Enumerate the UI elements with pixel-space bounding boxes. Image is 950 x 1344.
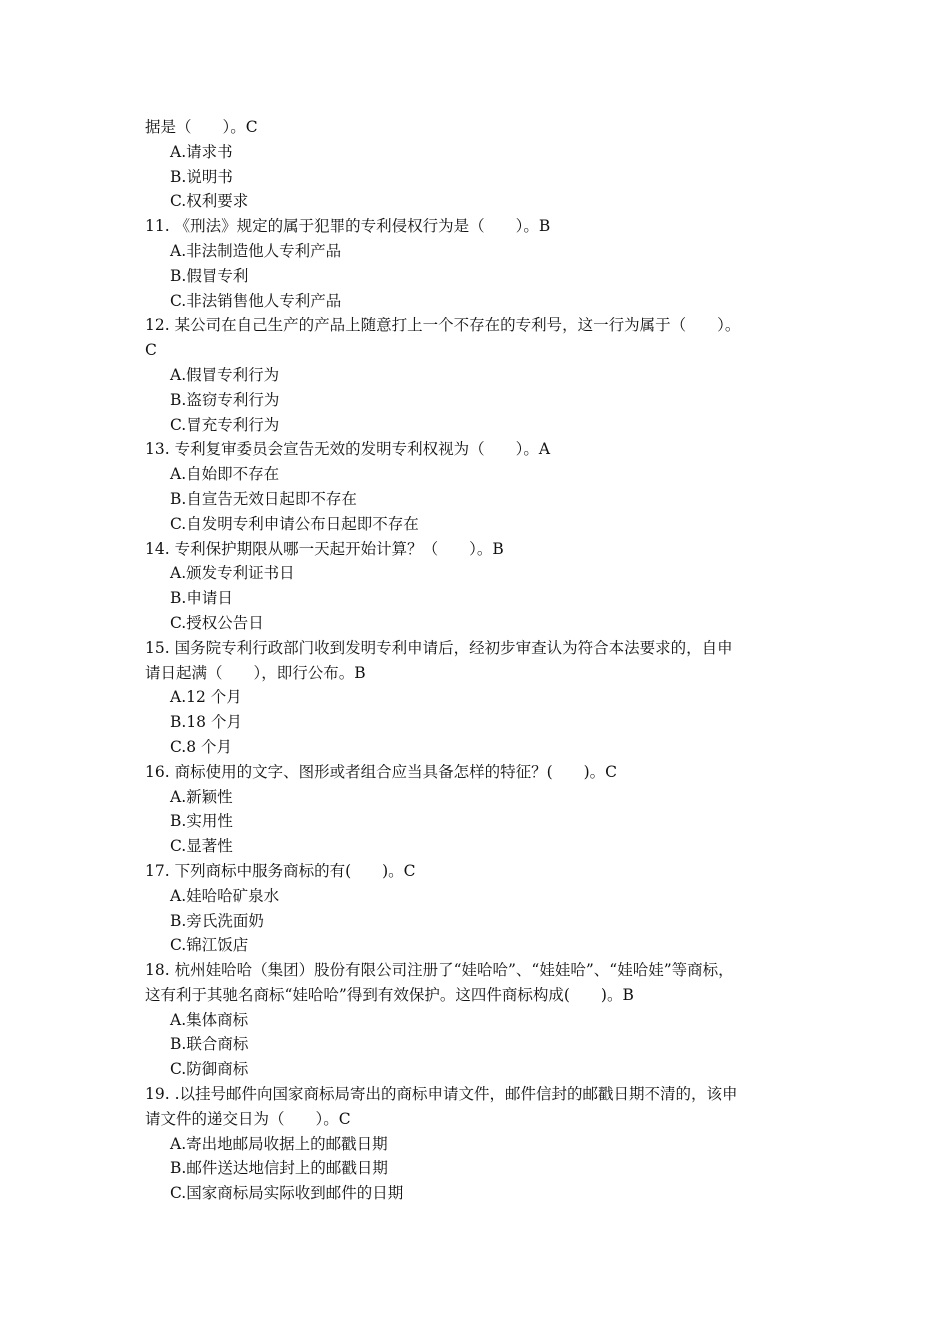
option-c: C.自发明专利申请公布日起即不存在 — [170, 514, 419, 533]
option-a: A.自始即不存在 — [170, 465, 280, 484]
option-a: A.非法制造他人专利产品 — [170, 241, 342, 260]
option-c: C.冒充专利行为 — [170, 415, 280, 434]
option-c: C.防御商标 — [170, 1060, 249, 1079]
option-c: C.8 个月 — [170, 737, 233, 756]
question-13: 13. 专利复审委员会宣告无效的发明专利权视为（ ）。A — [145, 440, 551, 459]
question-12: 12. 某公司在自己生产的产品上随意打上一个不存在的专利号，这一行为属于（ ）。 — [145, 316, 741, 335]
option-a: A.请求书 — [170, 142, 233, 161]
question-list — [145, 115, 810, 1206]
option-b: B.假冒专利 — [170, 266, 249, 285]
question-15: 15. 国务院专利行政部门收到发明专利申请后，经初步审查认为符合本法要求的，自申 — [145, 638, 733, 657]
option-c: C.锦江饭店 — [170, 936, 249, 955]
option-b: B.18 个月 — [170, 713, 242, 732]
option-a: A.颁发专利证书日 — [170, 564, 295, 583]
option-b: B.邮件送达地信封上的邮戳日期 — [170, 1159, 388, 1178]
option-b: B.联合商标 — [170, 1035, 249, 1054]
option-a: A.假冒专利行为 — [170, 365, 280, 384]
option-b: B.旁氏洗面奶 — [170, 911, 264, 930]
question-16: 16. 商标使用的文字、图形或者组合应当具备怎样的特征？( )。C — [145, 762, 618, 781]
option-c: C.权利要求 — [170, 192, 249, 211]
option-c: C.授权公告日 — [170, 613, 264, 632]
question-17: 17. 下列商标中服务商标的有( )。C — [145, 861, 416, 880]
option-a: A.集体商标 — [170, 1010, 249, 1029]
option-a: A.寄出地邮局收据上的邮戳日期 — [170, 1134, 388, 1153]
question-11: 11. 《刑法》规定的属于犯罪的专利侵权行为是（ ）。B — [145, 217, 551, 236]
option-b: B.实用性 — [170, 812, 233, 831]
question-15-continuation: 请日起满（ ），即行公布。B — [145, 663, 366, 682]
question-14: 14. 专利保护期限从哪一天起开始计算？（ ）。B — [145, 539, 504, 558]
question-continuation: 据是（ ）。C — [145, 118, 258, 136]
option-b: B.说明书 — [170, 167, 233, 186]
question-19: 19. .以挂号邮件向国家商标局寄出的商标申请文件，邮件信封的邮戳日期不清的，该申 — [145, 1085, 738, 1104]
question-19-continuation: 请文件的递交日为（ ）。C — [145, 1109, 351, 1128]
question-12-answer: C — [145, 341, 157, 360]
option-a: A.新颖性 — [170, 787, 233, 806]
question-18-continuation: 这有利于其驰名商标“娃哈哈”得到有效保护。这四件商标构成( )。B — [145, 985, 634, 1004]
option-b: B.申请日 — [170, 589, 233, 608]
option-b: B.自宣告无效日起即不存在 — [170, 489, 357, 508]
option-b: B.盗窃专利行为 — [170, 390, 280, 409]
option-c: C.国家商标局实际收到邮件的日期 — [170, 1184, 404, 1203]
option-a: A.12 个月 — [170, 688, 242, 707]
option-c: C.显著性 — [170, 837, 233, 856]
question-18: 18. 杭州娃哈哈（集团）股份有限公司注册了“娃哈哈”、“娃娃哈”、“娃哈娃”等商标， — [145, 961, 734, 980]
option-a: A.娃哈哈矿泉水 — [170, 886, 280, 905]
option-c: C.非法销售他人专利产品 — [170, 291, 342, 310]
